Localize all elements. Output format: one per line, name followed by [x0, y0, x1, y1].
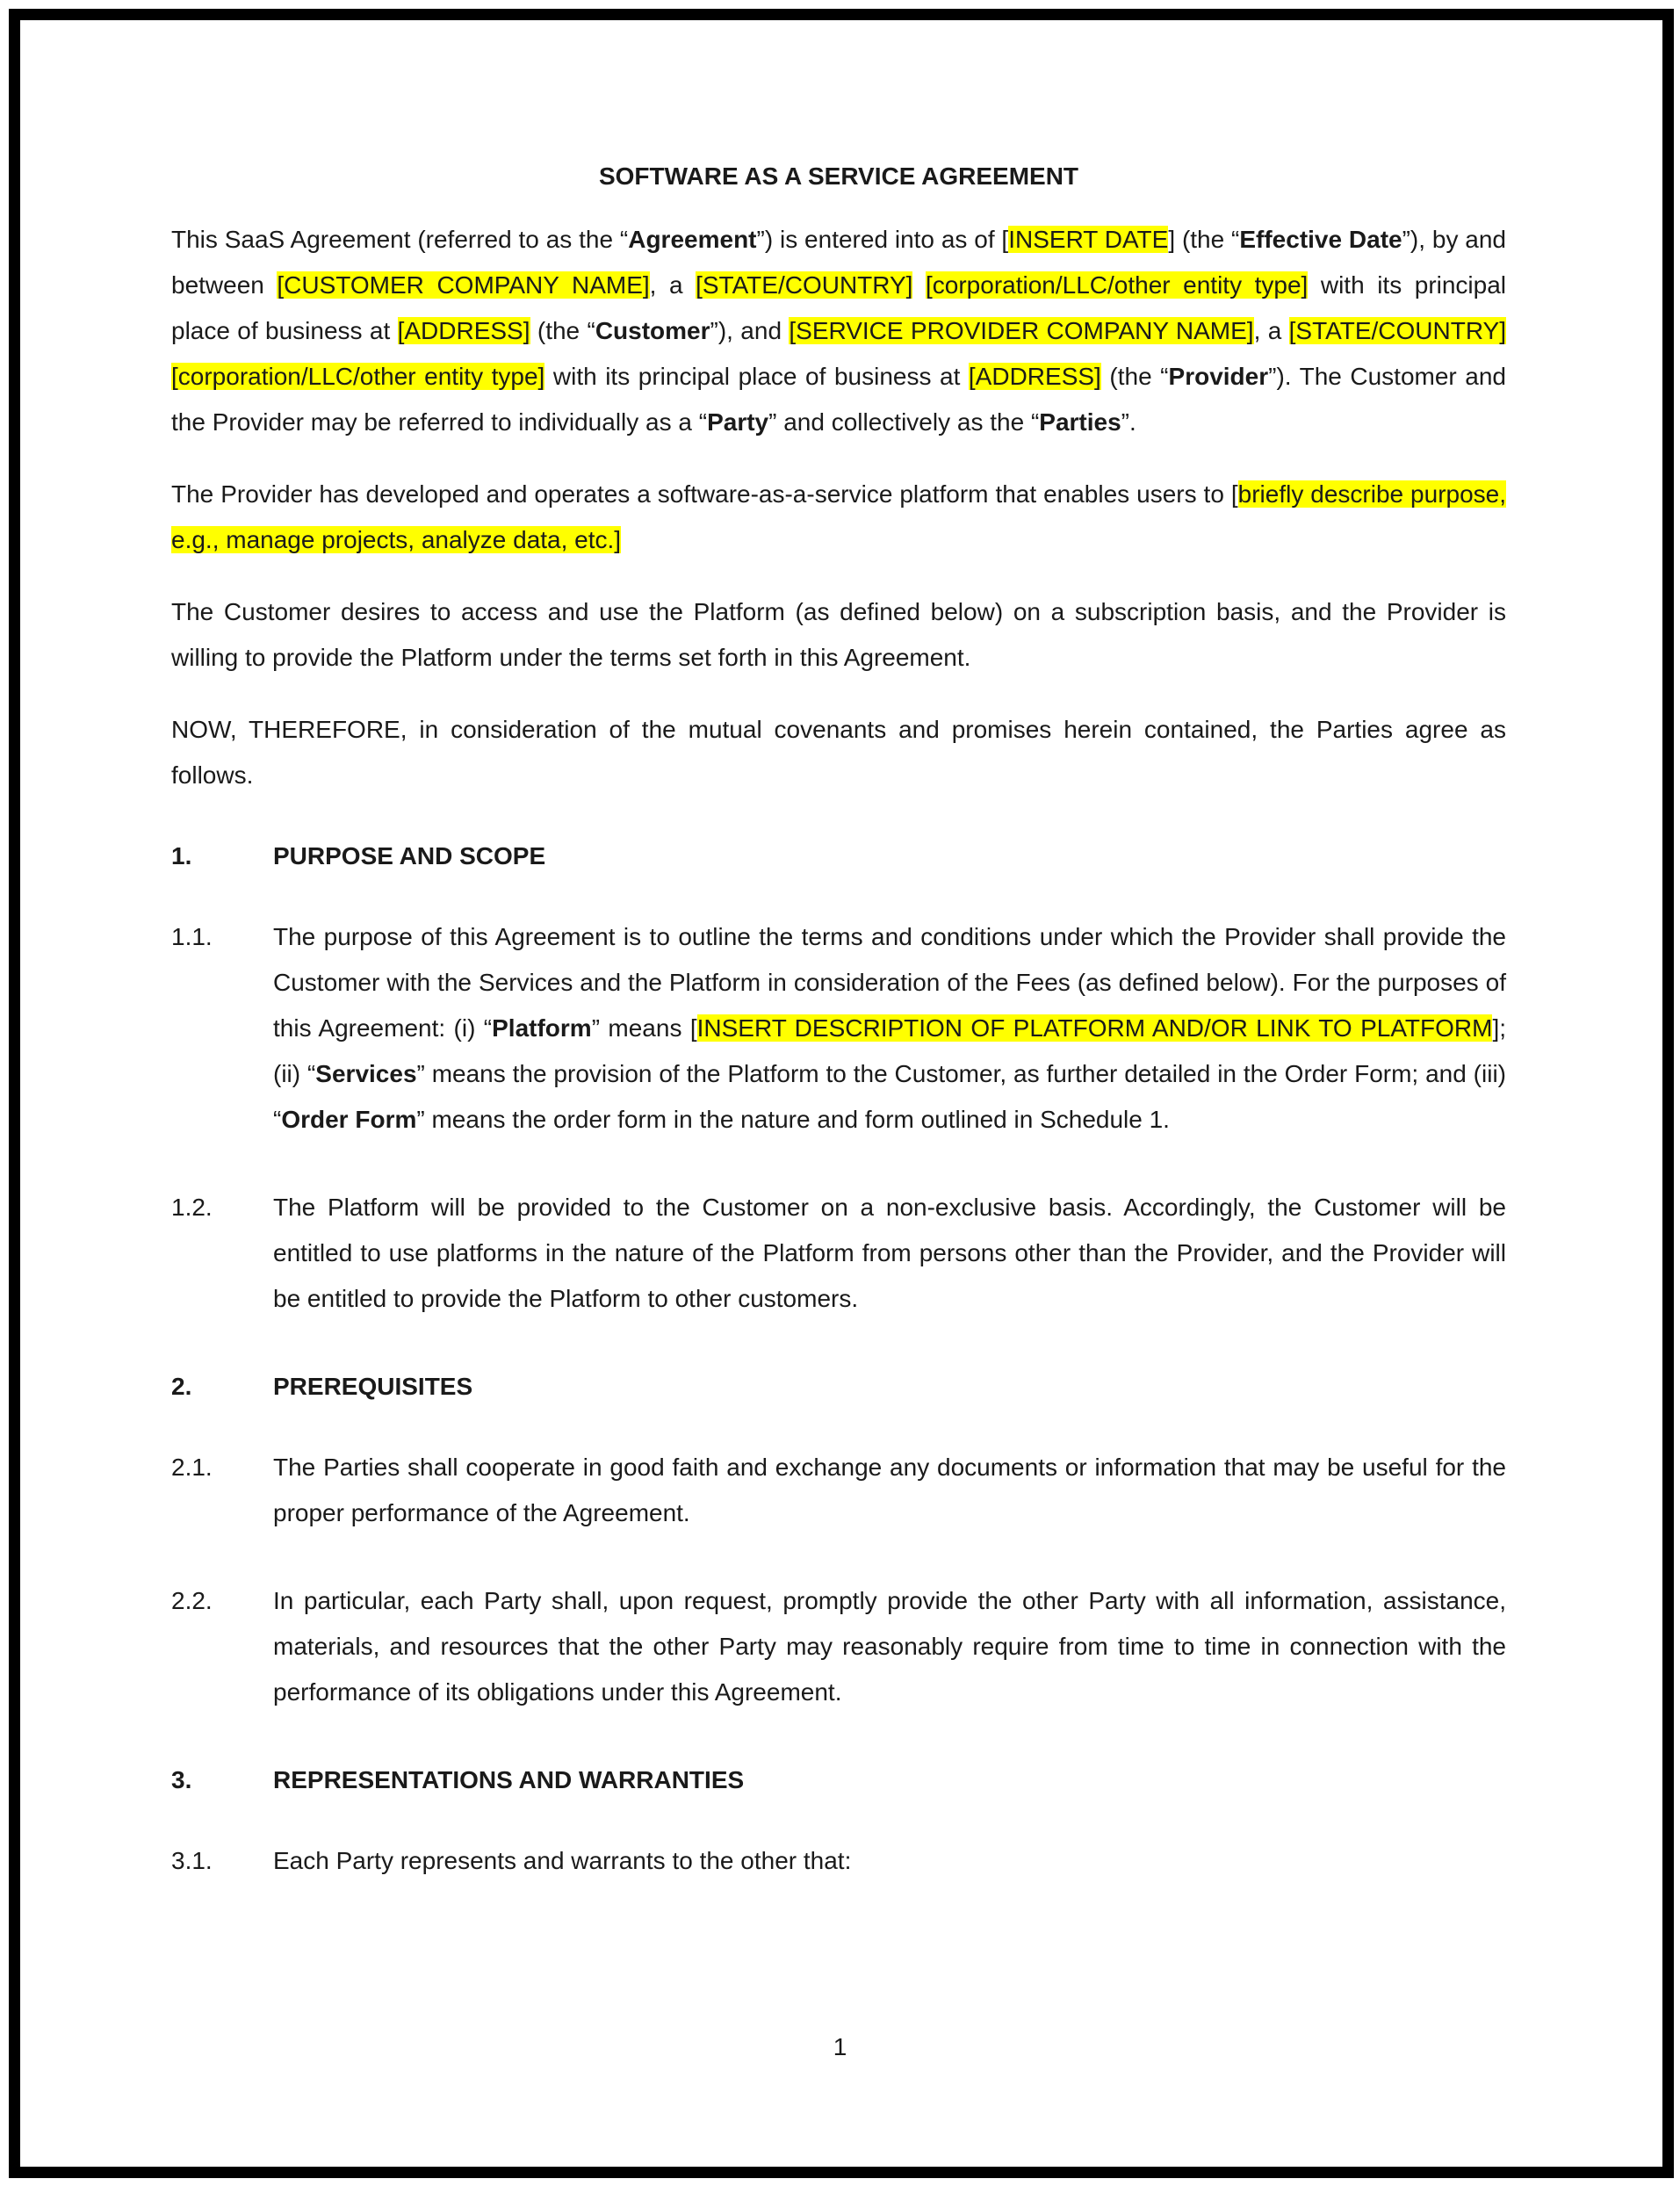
text-segment: ” and collectively as the “	[768, 408, 1040, 436]
placeholder-highlight: [corporation/LLC/other entity type]	[171, 363, 545, 390]
intro-paragraph	[171, 472, 1506, 563]
text-segment: ”). The Customer and the Provider may be referred to individually as a “	[171, 363, 1507, 436]
clause-number: 3.1.	[171, 1847, 213, 1874]
text-segment: with its principal place of business at	[171, 271, 1507, 344]
text-segment: with its principal place of business at	[544, 363, 969, 390]
text-segment: The purpose of this Agreement is to outline the terms and conditions under which the Provider shall provide the Customer with the Services and the Platform in consideration of the Fees (as defined below). For the purposes of this Agreement: (i) “	[273, 923, 1506, 1042]
text-segment: Agreement	[628, 226, 757, 253]
placeholder-highlight: briefly describe purpose, e.g., manage projects, analyze data, etc.]	[171, 480, 1507, 553]
clause-number: 2.1.	[171, 1454, 213, 1481]
clause-number: 1.1.	[171, 923, 213, 950]
text-segment: ”.	[1121, 408, 1136, 436]
placeholder-highlight: [STATE/COUNTRY]	[1288, 317, 1506, 344]
document-content	[171, 154, 1506, 1926]
section-heading	[171, 1364, 1506, 1410]
section-title: REPRESENTATIONS AND WARRANTIES	[273, 1766, 745, 1793]
text-segment: The Parties shall cooperate in good faith and exchange any documents or information that may be useful for the proper performance of the Agreement.	[273, 1454, 1506, 1526]
clause-text	[273, 1185, 1506, 1322]
section-number: 1.	[171, 842, 192, 869]
text-segment: Parties	[1039, 408, 1121, 436]
clause	[171, 1578, 1506, 1715]
text-segment: ” means the provision of the Platform to the Customer, as further detailed in the Order Form; and (iii) “	[273, 1060, 1506, 1133]
section-heading	[171, 833, 1506, 879]
page-number: 1	[833, 2033, 847, 2060]
clause-number: 1.2.	[171, 1194, 213, 1221]
section-title: PURPOSE AND SCOPE	[273, 842, 546, 869]
clause-text	[273, 1578, 1506, 1715]
text-segment: Order Form	[281, 1106, 417, 1133]
text-segment: , a	[1253, 317, 1289, 344]
text-segment: Customer	[595, 317, 710, 344]
clause-text	[273, 1838, 1506, 1884]
text-segment: NOW, THEREFORE, in consideration of the mutual covenants and promises herein contained, the Parties agree as follows.	[171, 716, 1506, 789]
section-number: 2.	[171, 1373, 192, 1400]
clause-number: 2.2.	[171, 1587, 213, 1614]
section-title: PREREQUISITES	[273, 1373, 473, 1400]
section-number: 3.	[171, 1766, 192, 1793]
placeholder-highlight: [STATE/COUNTRY]	[696, 271, 913, 299]
section-heading	[171, 1757, 1506, 1803]
intro-paragraph	[171, 217, 1506, 445]
placeholder-highlight: [SERVICE PROVIDER COMPANY NAME]	[789, 317, 1254, 344]
text-segment: ” means the order form in the nature and form outlined in Schedule 1.	[416, 1106, 1170, 1133]
text-segment: ”), and	[710, 317, 790, 344]
clause-text	[273, 1445, 1506, 1536]
intro-paragraph	[171, 707, 1506, 798]
clause	[171, 914, 1506, 1143]
text-segment: , a	[649, 271, 696, 299]
placeholder-highlight: INSERT DATE	[1008, 226, 1169, 253]
text-segment: The Provider has developed and operates a software-as-a-service platform that enables users to [	[171, 480, 1238, 508]
text-segment: ”), by and between	[171, 226, 1507, 299]
text-segment: The Platform will be provided to the Customer on a non-exclusive basis. Accordingly, the Customer will be entitled to use platforms in the nature of the Platform from persons other than the Provider, and the Provider will be entitled to provide the Platform to other customers.	[273, 1194, 1506, 1312]
text-segment: Effective Date	[1239, 226, 1402, 253]
text-segment	[912, 271, 926, 299]
intro-paragraph	[171, 589, 1506, 681]
text-segment: In particular, each Party shall, upon request, promptly provide the other Party with all information, assistance, materials, and resources that the other Party may reasonably require from time to time in connection with the performance of its obligations under this Agreement.	[273, 1587, 1506, 1706]
text-segment: ”) is entered into as of [	[756, 226, 1009, 253]
text-segment: The Customer desires to access and use the Platform (as defined below) on a subscription basis, and the Provider is willing to provide the Platform under the terms set forth in this Agreement.	[171, 598, 1506, 671]
text-segment: Platform	[492, 1014, 592, 1042]
clause	[171, 1185, 1506, 1322]
text-segment: Services	[315, 1060, 417, 1087]
text-segment: (the “	[530, 317, 595, 344]
text-segment: Each Party represents and warrants to the other that:	[273, 1847, 852, 1874]
text-segment: This SaaS Agreement (referred to as the “	[171, 226, 629, 253]
text-segment: Party	[707, 408, 769, 436]
text-segment: ] (the “	[1168, 226, 1240, 253]
text-segment: (the “	[1100, 363, 1169, 390]
clause	[171, 1838, 1506, 1884]
placeholder-highlight: [ADDRESS]	[397, 317, 530, 344]
text-segment: ]; (ii) “	[273, 1014, 1507, 1087]
document-title: SOFTWARE AS A SERVICE AGREEMENT	[598, 162, 1079, 190]
placeholder-highlight: [corporation/LLC/other entity type]	[926, 271, 1309, 299]
clause	[171, 1445, 1506, 1536]
placeholder-highlight: [CUSTOMER COMPANY NAME]	[277, 271, 650, 299]
placeholder-highlight: INSERT DESCRIPTION OF PLATFORM AND/OR LINK TO PLATFORM	[696, 1014, 1493, 1042]
clause-text	[273, 914, 1506, 1143]
text-segment: Provider	[1168, 363, 1269, 390]
text-segment: ” means [	[591, 1014, 697, 1042]
placeholder-highlight: [ADDRESS]	[968, 363, 1101, 390]
